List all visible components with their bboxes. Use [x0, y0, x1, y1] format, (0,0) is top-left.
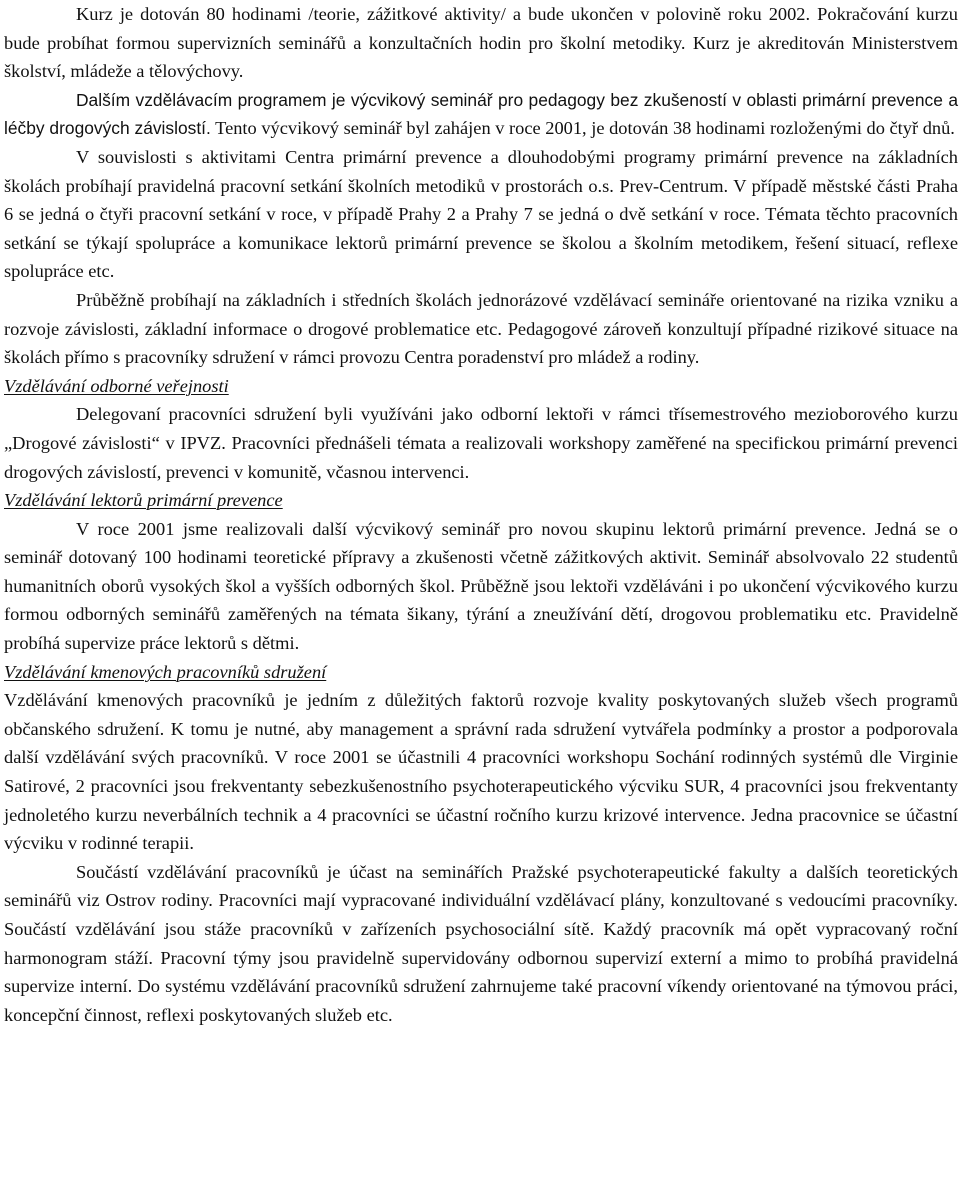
paragraph-staff-seminars: Součástí vzdělávání pracovníků je účast na seminářích Pražské psychoterapeutické fakulty a dalších teoretických seminářů viz Ostrov rodiny. Pracovníci mají vypracované individuální vzdělávací plány, konzultované s vedoucími pracovníky. Součástí vzdělávání jsou stáže pracovníků v zařízeních psychosociální sítě. Každý pracovník má opět vypracovaný roční harmonogram stáží. Pracovní týmy jsou pravidelně supervidovány odbornou supervizí externí a mimo to probíhá pravidelná supervize interní. Do systému vzdělávání pracovníků sdružení zahrnujeme také pracovní víkendy orientované na týmovou práci, koncepční činnost, reflexi poskytovaných služeb etc. — [4, 861, 958, 1025]
paragraph-teacher-seminar — [4, 86, 958, 143]
heading-lecturer-training: Vzdělávání lektorů primární prevence — [4, 490, 283, 511]
paragraph-teacher-seminar-intro: Dalším vzdělávacím programem je výcvikový seminář pro pedagogy bez zkušeností v oblasti primární prevence a léčby drogových závislostí. — [4, 89, 958, 139]
heading-professional-public: Vzdělávání odborné veřejnosti — [4, 375, 229, 396]
paragraph-methodologist-meetings: V souvislosti s aktivitami Centra primární prevence a dlouhodobými programy primární prevence na základních školách probíhají pravidelná pracovní setkání školních metodiků v prostorách o.s. Prev-Centrum. V případě městské části Praha 6 se jedná o čtyři pracovní setkání v roce, v případě Prahy 2 a Prahy 7 se jedná o dvě setkání v roce. Témata těchto pracovních setkání se týkají spolupráce a komunikace lektorů primární prevence se školou a školním metodikem, řešení situací, reflexe spolupráce etc. — [4, 146, 958, 282]
paragraph-school-seminars: Průběžně probíhají na základních i středních školách jednorázové vzdělávací semináře orientované na rizika vzniku a rozvoje závislosti, základní informace o drogové problematice etc. Pedagogové zároveň konzultují případné rizikové situace na školách přímo s pracovníky sdružení v rámci provozu Centra poradenství pro mládež a rodiny. — [4, 289, 958, 368]
paragraph-teacher-seminar-details: Tento výcvikový seminář byl zahájen v roce 2001, je dotován 38 hodinami rozloženými do čtyř dnů. — [210, 118, 955, 139]
paragraph-staff-development: Vzdělávání kmenových pracovníků je jedním z důležitých faktorů rozvoje kvality poskytovaných služeb všech programů občanského sdružení. K tomu je nutné, aby management a správní rada sdružení vytvářela podmínky a prostor a podporovala další vzdělávání svých pracovníků. V roce 2001 se účastnili 4 pracovníci workshopu Sochání rodinných systémů dle Virginie Satirové, 2 pracovníci jsou frekventanty sebezkušenostního psychoterapeutického výcviku SUR, 4 pracovníci jsou frekventanty jednoletého kurzu neverbálních technik a 4 pracovníci se účastní ročního kurzu krizové intervence. Jedna pracovnice se účastní výcviku v rodinné terapii. — [4, 690, 958, 854]
paragraph-ipvz-course: Delegovaní pracovníci sdružení byli využíváni jako odborní lektoři v rámci třísemestrového mezioborového kurzu „Drogové závislosti“ v IPVZ. Pracovníci přednášeli témata a realizovali workshopy zaměřené na specifickou primární prevenci drogových závislostí, prevenci v komunitě, včasnou intervenci. — [4, 404, 958, 482]
heading-staff-training: Vzdělávání kmenových pracovníků sdružení — [4, 661, 327, 682]
paragraph-lecturer-seminar: V roce 2001 jsme realizovali další výcvikový seminář pro novou skupinu lektorů primární prevence. Jedná se o seminář dotovaný 100 hodinami teoretické přípravy a zkušenosti včetně zážitkových aktivit. Seminář absolvovalo 22 studentů humanitních oborů vysokých škol a vyšších odborných škol. Průběžně jsou lektoři vzděláváni i po ukončení výcvikového kurzu formou odborných seminářů zaměřených na témata šikany, týrání a zneužívání dětí, drogovou problematiku etc. Pravidelně probíhá supervize práce lektorů s dětmi. — [4, 518, 958, 654]
paragraph-course-continuation: Kurz je dotován 80 hodinami /teorie, zážitkové aktivity/ a bude ukončen v polovině roku 2002. Pokračování kurzu bude probíhat formou supervizních seminářů a konzultačních hodin pro školní metodiky. Kurz je akreditován Ministerstvem školství, mládeže a tělovýchovy. — [4, 4, 958, 82]
